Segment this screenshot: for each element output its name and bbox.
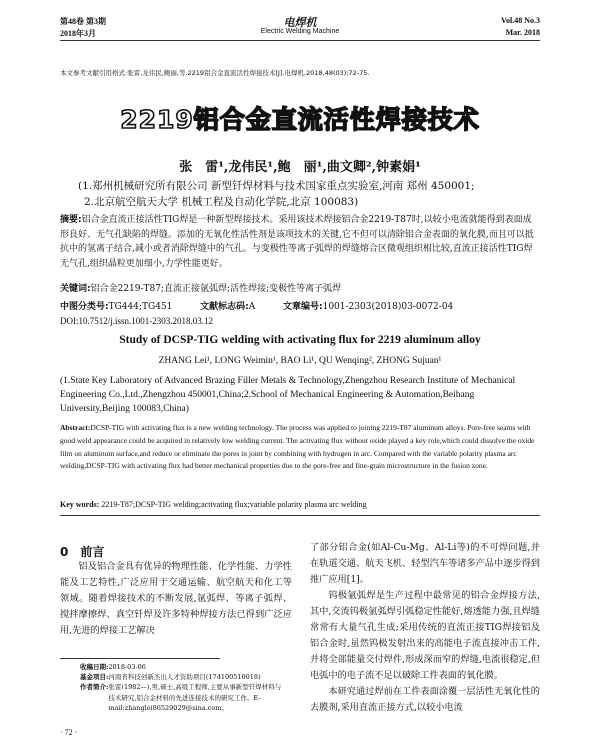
divider	[60, 515, 540, 516]
keywords-en	[60, 500, 540, 509]
doc-code-label: 文献标志码:	[200, 302, 249, 312]
body-paragraph: 钨极氩弧焊是生产过程中最常见的铝合金焊接方法,其中,交流钨极氩弧焊引弧稳定性能好,熔透能力强,且焊缝常常有大量气孔生成;采用传统的直流正接TIG焊接铝及铝合金时,虽然钨极发射出来的高能电子流直接冲击工件,并将全部能量交付焊件,形成深而窄的焊缝,电流很稳定,但电弧中的电子流不足以破除工件表面的氧化膜。	[310, 590, 540, 681]
paper-title: 2219铝合金直流活性焊接技术	[120, 105, 480, 134]
body-paragraph: 本研究通过焊前在工件表面涂覆一层活性无氧化性的去膜剂,采用直流正接方式,以较小电流	[310, 686, 540, 713]
doc-code-value: A	[248, 302, 256, 312]
keywords-text: 铝合金2219-T87;直流正接氩弧焊;活性焊接;变极性等离子弧焊	[90, 284, 342, 294]
classification-line	[60, 299, 540, 312]
author-bio-label: 作者简介:	[80, 683, 109, 692]
header-date-en: Mar. 2018	[505, 28, 540, 37]
english-title: Study of DCSP-TIG welding with activating flux for 2219 aluminum alloy	[119, 334, 481, 346]
english-authors: ZHANG Lei¹, LONG Weimin¹, BAO Li¹, QU Wenqing², ZHONG Sujuan¹	[158, 356, 442, 366]
doi[interactable]: DOI:10.7512/j.issn.1001-2303.2018.03.12	[60, 316, 213, 326]
section-heading: 0 前言	[60, 545, 105, 559]
affiliation-2: 2.北京航空航天大学 机械工程及自动化学院,北京 100083)	[84, 196, 359, 208]
author-list: 张 雷¹,龙伟民¹,鲍 丽¹,曲文卿²,钟素娟¹	[179, 160, 421, 175]
body-paragraph: 铝及铝合金具有优异的物理性能、化学性能、力学性能及工艺特性,广泛应用于交通运输、航空航天和化工等领域。随着焊接技术的不断发展,氩弧焊、等离子弧焊、搅拌摩擦焊、真空钎焊及许多特种焊接方法已得到广泛应用,先进的焊接工艺解决	[60, 561, 292, 636]
keywords-en-label: Key words:	[60, 500, 100, 509]
author-bio-text: 张雷(1982—),男,硕士,高级工程师,主要从事新型钎焊材料与技术研究,铝合金材料的先进连接技术的研究工作。E-mail:zhanglei86529029@sina.com。	[108, 683, 282, 712]
abstract-cn	[60, 213, 540, 271]
fund-text: 河南省科技创新杰出人才资助项目(174100510018)	[108, 673, 261, 682]
clc-value: TG444;TG451	[108, 302, 173, 312]
affiliation-1: (1.郑州机械研究所有限公司 新型钎焊材料与技术国家重点实验室,河南 郑州 450001;	[78, 180, 475, 192]
english-affiliation: (1.State Key Laboratory of Advanced Brazing Filler Metals & Technology,Zhengzhou Research Institute of Mechanical Engineering Co.,Ltd.,Zhengzhou 450001,China;2.School of Mechanical Engineering & Automation,Beihang University,Beijing 100083,China)	[60, 376, 516, 414]
keywords-label: 关键词:	[60, 284, 91, 294]
body-paragraph: 了部分铝合金(如Al-Cu-Mg、Al-Li等)的不可焊问题,并在轨道交通、航天飞机、轻型汽车等诸多产品中逐步得到推广应用[1]。	[310, 542, 540, 585]
body-column-right	[310, 540, 540, 716]
fund-label: 基金项目:	[80, 673, 109, 682]
page-number: · 72 ·	[60, 728, 78, 737]
abstract-label: 摘要:	[60, 215, 82, 225]
abstract-en-label: Abstract:	[60, 423, 91, 432]
received-date: 2018-03-06	[108, 663, 146, 671]
citation-format: 本文参考文献引用格式:张雷,龙伟民,鲍丽,等.2219铝合金直流活性焊接技术[J].电焊机,2018,48(03):72-75.	[60, 69, 370, 77]
footnote-divider	[60, 658, 220, 659]
abstract-en-text: DCSP-TIG with activating flux is a new welding technology. The process was applied to joining 2219-T87 aluminum alloys. Pore-free seams with good weld appearance could be acquired in relatively low welding current. The activating flux without oxide played a key role,which could dissolve the oxide film on aluminum surface,and reduce or eliminate the pores in joint by combining with hydrogen in arc. Compared with the variable polarity plasma arc welding,DCSP-TIG with activating flux had better mechanical properties due to the pore-free and fine-grain microstructure in the fusion zone.	[60, 423, 535, 471]
article-no-value: 1001-2303(2018)03-0072-04	[322, 302, 454, 312]
header-volume: 第48卷 第3期	[60, 17, 106, 26]
keywords-cn	[60, 281, 540, 294]
abstract-text: 铝合金直流正接活性TIG焊是一种新型焊接技术。采用该技术焊接铝合金2219-T87时,以较小电流就能得到表面成形良好、无气孔缺陷的焊缝。添加的无氧化性活性剂是该项技术的关键,它不但可以清除铝合金表面的氧化膜,而且可以抵抗中的氢离子结合,减小或者消除焊缝中的气孔。与变极性等离子弧焊的焊缝熔合区微观组织相比较,直流正接活性TIG焊无气孔,组织晶粒更加细小,力学性能更好。	[60, 215, 534, 269]
header-volume-en: Vol.48 No.3	[500, 16, 540, 25]
header-date: 2018年3月	[60, 29, 96, 38]
abstract-en	[60, 422, 540, 473]
affiliations	[78, 178, 538, 210]
journal-logo: 电焊机	[283, 16, 317, 29]
footnote	[80, 662, 285, 713]
received-label: 收稿日期:	[80, 663, 109, 671]
keywords-en-text: 2219-T87;DCSP-TIG welding;activating flux;variable polarity plasma arc welding	[101, 500, 367, 509]
clc-label: 中图分类号:	[60, 302, 109, 312]
running-header	[60, 14, 540, 41]
body-column-left	[60, 559, 292, 639]
journal-name-en: Electric Welding Machine	[260, 28, 340, 35]
article-no-label: 文章编号:	[283, 302, 323, 312]
